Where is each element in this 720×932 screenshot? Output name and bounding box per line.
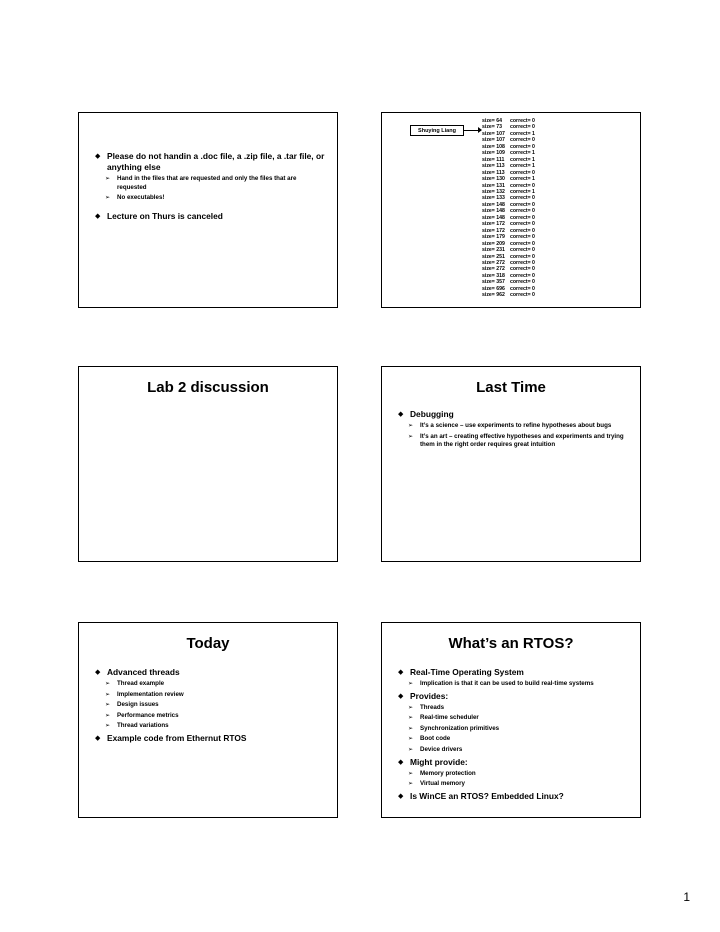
result-size: size= 962 — [482, 292, 505, 299]
sub-bullet-item: ➢ Implementation review — [95, 691, 327, 700]
sub-bullet-item: ➢ Threads — [398, 704, 630, 713]
result-size: size= 148 — [482, 201, 505, 208]
result-size: size= 132 — [482, 188, 505, 195]
result-correct: correct= 0 — [510, 169, 535, 176]
result-size: size= 231 — [482, 247, 505, 254]
slide-last-time — [381, 366, 641, 562]
result-size: size= 107 — [482, 130, 505, 137]
result-correct: correct= 1 — [510, 130, 535, 137]
result-size: size= 130 — [482, 176, 505, 183]
result-correct: correct= 0 — [510, 266, 535, 273]
bullet-item: ◆ Example code from Ethernut RTOS — [95, 733, 327, 744]
bullet-item: ◆ Please do not handin a .doc file, a .zip file, a .tar file, or anything else — [95, 151, 327, 173]
student-name-label: Shuying Liang — [410, 125, 464, 136]
result-correct: correct= 0 — [510, 208, 535, 215]
result-size: size= 113 — [482, 163, 505, 170]
sub-bullet-item: ➢ No executables! — [95, 194, 327, 203]
result-size: size= 357 — [482, 279, 505, 286]
slide-title: Today — [186, 635, 230, 652]
result-correct: correct= 0 — [510, 137, 535, 144]
slide-title: Lab 2 discussion — [147, 379, 269, 396]
sub-bullet-item: ➢ Real-time scheduler — [398, 714, 630, 723]
result-correct: correct= 0 — [510, 118, 535, 124]
bullet-list — [95, 151, 327, 222]
slide-title: Last Time — [476, 379, 546, 396]
result-correct: correct= 0 — [510, 285, 535, 292]
result-size: size= 318 — [482, 272, 505, 279]
sub-bullet-item: ➢ Memory protection — [398, 770, 630, 779]
sub-bullet-item: ➢ Hand in the files that are requested and only the files that are requested — [95, 175, 327, 192]
bullet-item: ◆ Is WinCE an RTOS? Embedded Linux? — [398, 791, 630, 802]
results-list — [482, 118, 535, 299]
result-size: size= 107 — [482, 137, 505, 144]
result-size: size= 64 — [482, 118, 503, 124]
arrow-icon — [464, 130, 481, 131]
slide-results — [381, 112, 641, 308]
result-correct: correct= 0 — [510, 221, 535, 228]
slide-lab2 — [78, 366, 338, 562]
result-size: size= 109 — [482, 150, 505, 157]
result-size: size= 172 — [482, 221, 505, 228]
result-correct: correct= 0 — [510, 240, 535, 247]
result-correct: correct= 1 — [510, 156, 535, 163]
result-correct: correct= 0 — [510, 259, 535, 266]
page-number: 1 — [683, 890, 690, 904]
sub-bullet-item: ➢ Virtual memory — [398, 780, 630, 789]
result-size: size= 111 — [482, 156, 505, 163]
sub-bullet-item: ➢ It’s an art – creating effective hypotheses and experiments and trying them in the right order requires great intuition — [398, 433, 630, 450]
sub-bullet-item: ➢ Performance metrics — [95, 712, 327, 721]
sub-bullet-item: ➢ It’s a science – use experiments to refine hypotheses about bugs — [398, 422, 630, 431]
result-correct: correct= 1 — [510, 163, 535, 170]
result-size: size= 108 — [482, 143, 505, 150]
result-size: size= 272 — [482, 259, 505, 266]
bullet-item: ◆ Provides: — [398, 691, 630, 702]
result-correct: correct= 1 — [510, 176, 535, 183]
result-size: size= 172 — [482, 227, 505, 234]
result-size: size= 272 — [482, 266, 505, 273]
result-size: size= 131 — [482, 182, 505, 189]
result-correct: correct= 0 — [510, 201, 535, 208]
bullet-item: ◆ Might provide: — [398, 757, 630, 768]
bullet-item: ◆ Lecture on Thurs is canceled — [95, 211, 327, 222]
bullet-list — [95, 667, 327, 744]
result-correct: correct= 0 — [510, 279, 535, 286]
bullet-list — [398, 409, 630, 450]
result-correct: correct= 0 — [510, 143, 535, 150]
result-correct: correct= 0 — [510, 272, 535, 279]
slide-rtos — [381, 622, 641, 818]
result-size: size= 251 — [482, 253, 505, 260]
slide-title: What’s an RTOS? — [448, 635, 574, 652]
result-size: size= 148 — [482, 214, 505, 221]
sub-bullet-item: ➢ Boot code — [398, 735, 630, 744]
result-row — [482, 292, 535, 298]
result-correct: correct= 0 — [510, 227, 535, 234]
sub-bullet-item: ➢ Synchronization primitives — [398, 725, 630, 734]
sub-bullet-item: ➢ Device drivers — [398, 746, 630, 755]
result-correct: correct= 0 — [510, 124, 535, 131]
result-size: size= 179 — [482, 234, 505, 241]
result-size: size= 696 — [482, 285, 505, 292]
bullet-item: ◆ Advanced threads — [95, 667, 327, 678]
result-correct: correct= 0 — [510, 234, 535, 241]
result-correct: correct= 0 — [510, 292, 535, 299]
result-size: size= 133 — [482, 195, 505, 202]
result-correct: correct= 0 — [510, 195, 535, 202]
result-size: size= 148 — [482, 208, 505, 215]
result-correct: correct= 1 — [510, 150, 535, 157]
bullet-item: ◆ Real-Time Operating System — [398, 667, 630, 678]
result-correct: correct= 0 — [510, 214, 535, 221]
result-size: size= 73 — [482, 124, 503, 131]
slide-notice — [78, 112, 338, 308]
sub-bullet-item: ➢ Thread example — [95, 680, 327, 689]
result-correct: correct= 0 — [510, 253, 535, 260]
sub-bullet-item: ➢ Implication is that it can be used to build real-time systems — [398, 680, 630, 689]
result-correct: correct= 1 — [510, 188, 535, 195]
result-correct: correct= 0 — [510, 182, 535, 189]
result-size: size= 209 — [482, 240, 505, 247]
sub-bullet-item: ➢ Thread variations — [95, 722, 327, 731]
bullet-list — [398, 667, 630, 802]
result-size: size= 113 — [482, 169, 505, 176]
sub-bullet-item: ➢ Design issues — [95, 701, 327, 710]
result-correct: correct= 0 — [510, 247, 535, 254]
bullet-item: ◆ Debugging — [398, 409, 630, 420]
slide-today — [78, 622, 338, 818]
